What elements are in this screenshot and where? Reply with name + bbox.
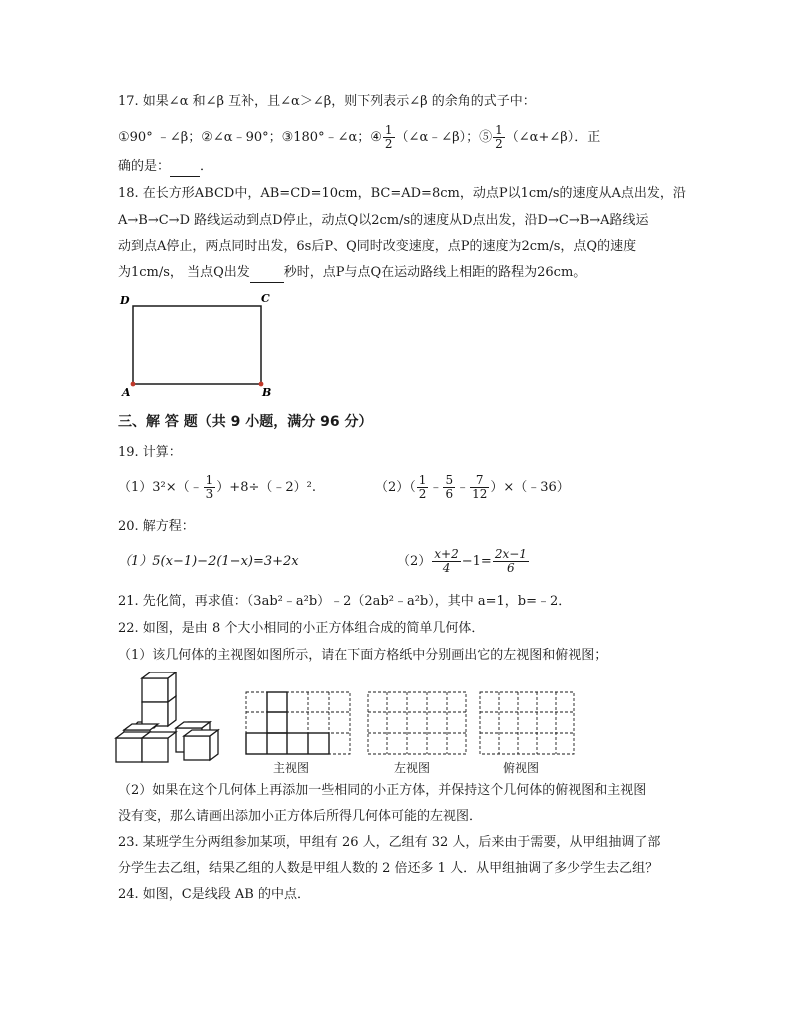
q17-opt5-text: （∠α+∠β）．正	[505, 130, 601, 145]
half-den-2: 2	[495, 137, 503, 151]
q17-period: ．	[200, 159, 214, 174]
q20-title: 20. 解方程：	[118, 519, 195, 534]
q17-opt4-text: （∠α﹣∠β）；⑤	[395, 130, 493, 145]
top-view-grid[interactable]	[478, 690, 576, 756]
q20-mid: −1=	[461, 554, 492, 569]
q18-line1: 18. 在长方形ABCD中，AB=CD=10cm，BC=AD=8cm，动点P以1cm/s的速度从A点出发，沿	[118, 186, 686, 201]
q20-part1: （1）5(x−1)−2(1−x)=3+2x	[118, 554, 299, 569]
f3-den: 12	[472, 487, 488, 501]
q22-line4: 没有变，那么请画出添加小正方体后所得几何体可能的左视图．	[118, 809, 483, 824]
f2-den: 6	[445, 487, 454, 501]
q17-line3	[118, 158, 213, 177]
half-num-2: 1	[495, 123, 503, 137]
half-fraction	[383, 124, 395, 151]
r-num: 2x−1	[494, 547, 527, 561]
f2-num: 5	[445, 473, 454, 487]
q18-line2: A→B→C→D 路线运动到点D停止，动点Q以2cm/s的速度从D点出发，沿D→C→B→A路线运	[118, 213, 649, 228]
q17-opt-text: ①90° ﹣∠β；②∠α﹣90°；③180°﹣∠α；④	[118, 130, 382, 145]
q18-line4-end: 秒时，点P与点Q在运动路线上相距的路程为26cm。	[283, 265, 587, 280]
caption-left-view: 左视图	[394, 761, 431, 775]
q20-p2-start: （2）	[397, 554, 432, 569]
q19-p1-end: ）+8÷（﹣2）².	[216, 480, 316, 495]
q24-text: 24. 如图，C是线段 AB 的中点．	[118, 887, 310, 902]
label-a: A	[122, 386, 131, 398]
label-d: D	[120, 294, 130, 307]
cube-solid-figure	[112, 672, 224, 766]
l-num: x+2	[434, 547, 459, 561]
caption-front-view: 主视图	[273, 761, 310, 775]
q18-line3: 动到点A停止，两点同时出发，6s后P、Q同时改变速度，点P的速度为2cm/s，点Q的速度	[118, 239, 637, 254]
third-fraction	[204, 474, 216, 501]
f1-num: 1	[418, 473, 427, 487]
frac-seven-twelfth	[470, 474, 489, 501]
label-b: B	[262, 386, 272, 398]
q19-p1-start: （1）3²×（﹣	[118, 480, 203, 495]
q22-line1: 22. 如图，是由 8 个大小相同的小正方体组合成的简单几何体．	[118, 621, 485, 636]
f1-den: 2	[418, 487, 427, 501]
label-c: C	[261, 292, 270, 305]
q19-part1	[118, 474, 316, 501]
q19-part2	[375, 474, 570, 501]
rectangle-abcd	[133, 306, 261, 384]
frac-five-sixth	[443, 474, 455, 501]
half-fraction-2	[493, 124, 505, 151]
q22-line3: （2）如果在这个几何体上再添加一些相同的小正方体，并保持这个几何体的俯视图和主视图	[118, 783, 647, 798]
left-view-grid[interactable]	[366, 690, 468, 756]
frac-left	[432, 548, 460, 575]
l-den: 4	[442, 561, 451, 575]
answer-blank[interactable]	[170, 158, 200, 177]
caption-top-view: 俯视图	[503, 761, 540, 775]
front-view-grid	[244, 690, 352, 756]
rectangle-figure	[115, 292, 275, 398]
answer-blank-q18[interactable]	[250, 264, 284, 283]
q21-text: 21. 先化简，再求值：（3ab²﹣a²b）﹣2（2ab²﹣a²b），其中 a=1，b=﹣2．	[118, 594, 572, 609]
q17-line1: 17. 如果∠α 和∠β 互补，且∠α＞∠β，则下列表示∠β 的余角的式子中：	[118, 94, 536, 109]
minus-1: ﹣	[429, 480, 443, 495]
half-num: 1	[384, 123, 393, 137]
point-a	[131, 382, 136, 387]
half-den: 2	[384, 137, 393, 151]
frac-half	[417, 474, 429, 501]
q20-part2	[397, 548, 530, 575]
q23-line1: 23. 某班学生分两组参加某项，甲组有 26 人，乙组有 32 人，后来由于需要，从甲组抽调了部	[118, 835, 661, 850]
r-den: 6	[507, 561, 515, 575]
q19-title: 19. 计算：	[118, 445, 182, 460]
q17-answer-prompt: 确的是：	[118, 159, 171, 174]
third-den: 3	[205, 487, 214, 501]
q18-line4	[118, 264, 586, 283]
q18-line4-start: 为1cm/s， 当点Q出发	[118, 265, 250, 280]
q17-options	[118, 124, 600, 151]
q19-p2-start: （2）（	[375, 480, 416, 495]
q23-line2: 分学生去乙组，结果乙组的人数是甲组人数的 2 倍还多 1 人．从甲组抽调了多少学生去乙组？	[118, 861, 659, 876]
q19-p2-end: ）×（﹣36）	[490, 480, 570, 495]
third-num: 1	[205, 473, 214, 487]
frac-right	[493, 548, 529, 575]
minus-2: ﹣	[456, 480, 470, 495]
q22-line2: （1）该几何体的主视图如图所示，请在下面方格纸中分别画出它的左视图和俯视图；	[118, 648, 608, 663]
f3-num: 7	[470, 474, 489, 488]
section-title: 三、解 答 题（共 9 小题，满分 96 分）	[118, 414, 373, 430]
